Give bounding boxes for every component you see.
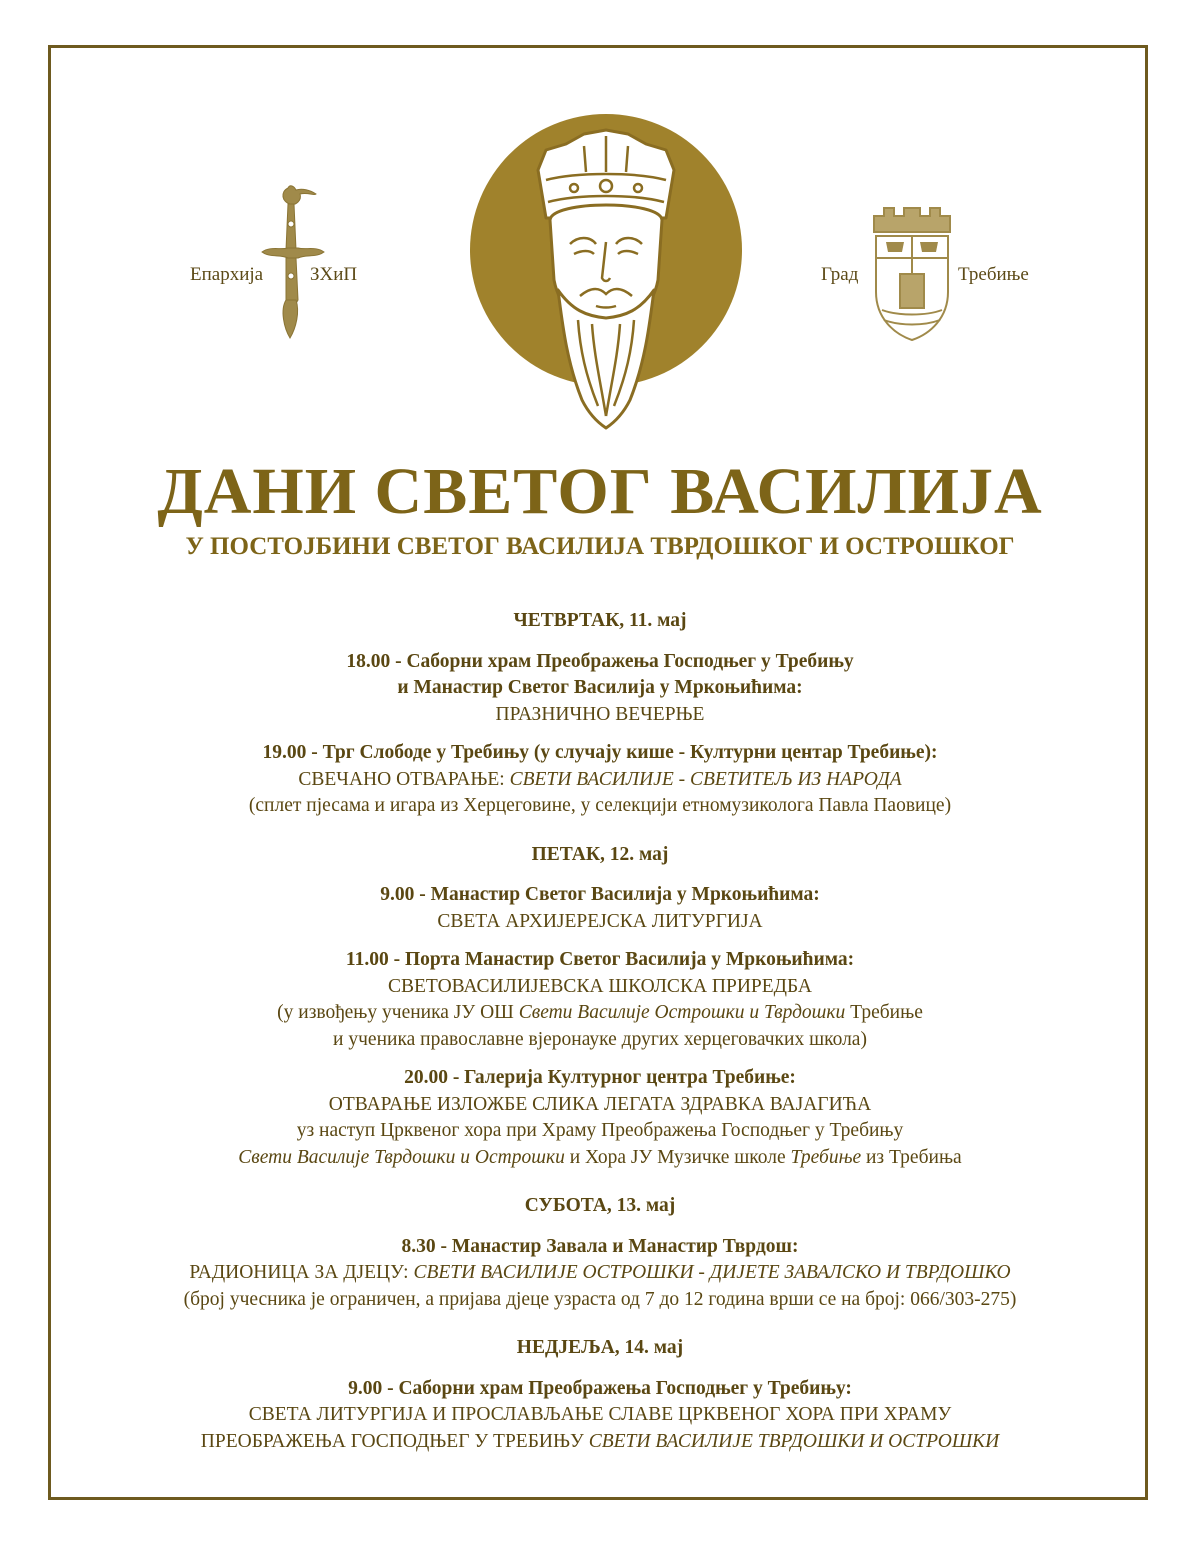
day-heading: СУБОТА, 13. мај	[524, 1195, 676, 1216]
event-note-line-2: и ученика православне вјеронауке других херцеговачких школа)	[333, 1028, 867, 1050]
event-place: - Саборни храм Преображења Господњег у Требињу:	[382, 1377, 852, 1399]
event	[60, 649, 1140, 729]
event	[60, 1065, 1140, 1171]
day-heading: ПЕТАК, 12. мај	[531, 843, 669, 865]
city-label-a: Град	[821, 264, 859, 285]
event-note: (број учесника је ограничен, а пријава дјеце узраста од 7 до 12 година врши се на број: 066/303-275)	[183, 1288, 1017, 1310]
event	[60, 1234, 1140, 1314]
event-note-end: Требиње	[845, 1002, 923, 1023]
event-time: 20.00	[404, 1067, 448, 1088]
event	[60, 882, 1140, 935]
event	[60, 740, 1140, 820]
event-title: ПРАЗНИЧНО ВЕЧЕРЊЕ	[495, 703, 705, 725]
event-place: - Галерија Културног центра Требиње:	[447, 1067, 796, 1088]
event-note: (сплет пјесама и игара из Херцеговине, у селекцији етномузиколога Павла Паовице)	[248, 795, 952, 816]
event-note-plain: и Хора ЈУ Музичке школе	[564, 1146, 791, 1168]
event-time: 11.00	[345, 949, 389, 970]
trebinje-coat-of-arms-icon	[870, 202, 954, 344]
event-place: - Манастир Завала и Манастир Тврдош:	[435, 1235, 799, 1257]
page-subtitle: У ПОСТОЈБИНИ СВЕТОГ ВАСИЛИЈА ТВРДОШКОГ И ОСТРОШКОГ	[185, 533, 1015, 560]
event-title: СВЕТА ЛИТУРГИЈА И ПРОСЛАВЉАЊЕ СЛАВЕ ЦРКВЕНОГ ХОРА ПРИ ХРАМУ	[248, 1404, 952, 1425]
city-label-b: Требиње	[958, 264, 1029, 285]
event-title: СВЕЧАНО ОТВАРАЊЕ:	[298, 768, 510, 790]
event-title: СВЕТОВАСИЛИЈЕВСКА ШКОЛСКА ПРИРЕДБА	[387, 975, 812, 997]
event-note: уз наступ Црквеног хора при Храму Преображења Господњег у Требињу	[296, 1120, 904, 1141]
event-note-italic: Свети Василије Острошки и Тврдошки	[518, 1002, 846, 1023]
event-time: 8.30	[401, 1235, 436, 1257]
day-heading: НЕДЈЕЉА, 14. мај	[516, 1337, 684, 1358]
event-place: - Порта Манастир Светог Василија у Мркоњићима:	[388, 949, 855, 970]
event-title-italic: СВЕТИ ВАСИЛИЈЕ ОСТРОШКИ - ДИЈЕТЕ ЗАВАЛСКО И ТВРДОШКО	[413, 1262, 1011, 1283]
event-title: СВЕТА АРХИЈЕРЕЈСКА ЛИТУРГИЈА	[437, 910, 763, 932]
event-title-line-2: ПРЕОБРАЖЕЊА ГОСПОДЊЕГ У ТРЕБИЊУ	[200, 1430, 589, 1452]
event-note-italic-b: Требиње	[790, 1146, 862, 1168]
event-title-italic: СВЕТИ ВАСИЛИЈЕ ТВРДОШКИ И ОСТРОШКИ	[588, 1430, 1000, 1452]
event-note: (у извођењу ученика ЈУ ОШ	[277, 1002, 519, 1023]
page-title: ДАНИ СВЕТОГ ВАСИЛИЈА	[157, 455, 1043, 528]
event-note-end: из Требиња	[861, 1146, 962, 1168]
event-time: 19.00	[262, 742, 307, 763]
saint-basil-icon	[466, 110, 746, 440]
event-place: - Манастир Светог Василија у Мркоњићима:	[414, 884, 820, 905]
event-title: ОТВАРАЊЕ ИЗЛОЖБЕ СЛИКА ЛЕГАТА ЗДРАВКА ВАЈАГИЋА	[328, 1093, 872, 1115]
event-time: 18.00	[346, 650, 391, 672]
event-time: 9.00	[348, 1377, 383, 1399]
day-heading: ЧЕТВРТАК, 11. мај	[513, 610, 687, 631]
event-note-italic-a: Свети Василије Тврдошки и Острошки	[238, 1146, 565, 1168]
event-title: РАДИОНИЦА ЗА ДЈЕЦУ:	[189, 1262, 414, 1283]
event-place: - Трг Слободе у Требињу (у случају кише - Културни центар Требиње):	[306, 742, 938, 763]
eparchy-cross-icon	[250, 180, 330, 345]
event	[60, 1376, 1140, 1456]
eparchy-label-a: Епархија	[190, 264, 264, 285]
event-place-line-2: и Манастир Светог Василија у Мркоњићима:	[397, 677, 803, 698]
event-time: 9.00	[380, 884, 415, 905]
schedule	[60, 608, 1140, 1467]
event-title-italic: СВЕТИ ВАСИЛИЈЕ - СВЕТИТЕЉ ИЗ НАРОДА	[509, 768, 902, 790]
event-place: - Саборни храм Преображења Господњег у Требињу	[390, 650, 854, 672]
event	[60, 947, 1140, 1053]
eparchy-label-b: ЗХиП	[310, 264, 358, 285]
